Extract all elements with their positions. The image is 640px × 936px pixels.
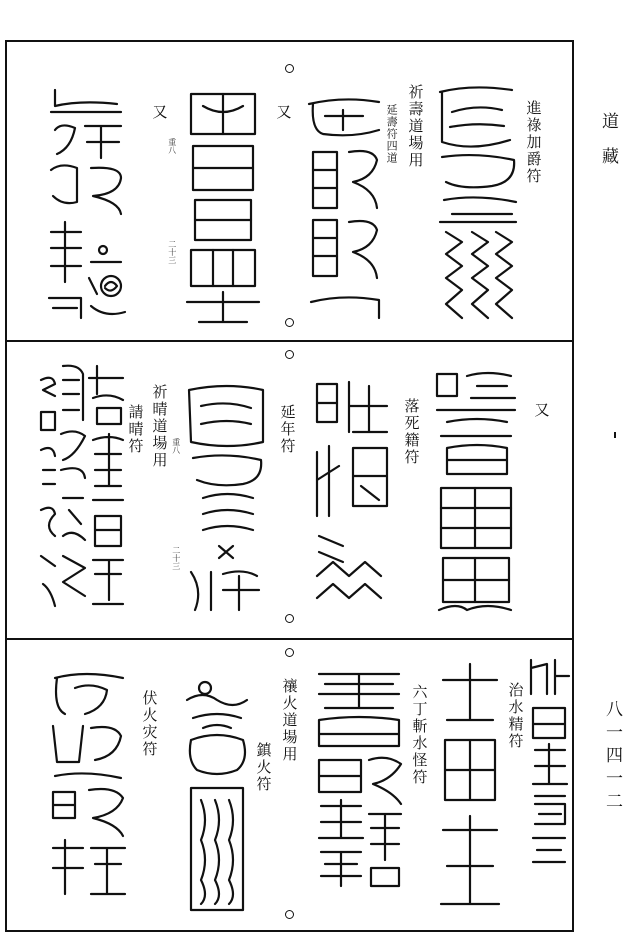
page-number: 八一四一二 xyxy=(602,700,622,815)
talisman-seal xyxy=(45,668,129,900)
talisman-title: 六丁斬水怪符 xyxy=(410,684,429,786)
panel-top xyxy=(7,42,572,340)
talisman-title: 治水精符 xyxy=(506,682,525,750)
talisman-seal xyxy=(525,654,573,866)
talisman-label-you: 又 xyxy=(532,402,551,419)
talisman-title: 祈壽道場用 xyxy=(406,84,425,169)
talisman-seal xyxy=(41,82,131,322)
talisman-title: 禳火道場用 xyxy=(280,678,299,763)
note: 二十三 xyxy=(167,240,177,264)
talisman-title: 祈晴道場用 xyxy=(150,384,169,469)
talisman-seal xyxy=(311,668,407,890)
talisman-seal xyxy=(437,660,503,918)
talisman-title: 鎮火符 xyxy=(254,742,273,793)
panel-middle xyxy=(7,342,572,638)
talisman-seal xyxy=(183,380,269,616)
note: 二十三 xyxy=(171,546,181,570)
talisman-label-you: 又 xyxy=(150,104,169,121)
talisman-title: 伏火灾符 xyxy=(140,690,159,758)
book-title: 道藏 xyxy=(598,112,618,182)
talisman-title: 落死籍符 xyxy=(402,398,421,466)
margin-tick xyxy=(614,432,616,438)
talisman-seal xyxy=(427,366,523,616)
talisman-seal xyxy=(309,376,391,612)
talisman-title: 延年符 xyxy=(278,404,297,455)
note: 重八 xyxy=(167,138,177,154)
panel-bottom xyxy=(7,640,572,930)
talisman-title: 進祿加爵符 xyxy=(524,100,543,185)
talisman-label-you: 又 xyxy=(274,104,293,121)
talisman-title: 請晴符 xyxy=(126,404,145,455)
talisman-seal xyxy=(432,82,522,337)
talisman-seal xyxy=(33,360,127,616)
talisman-seal xyxy=(303,90,385,322)
talisman-subtitle: 延壽符四道 xyxy=(385,104,399,164)
talisman-seal xyxy=(183,86,263,326)
talisman-seal xyxy=(183,670,251,916)
note: 重八 xyxy=(171,438,181,454)
